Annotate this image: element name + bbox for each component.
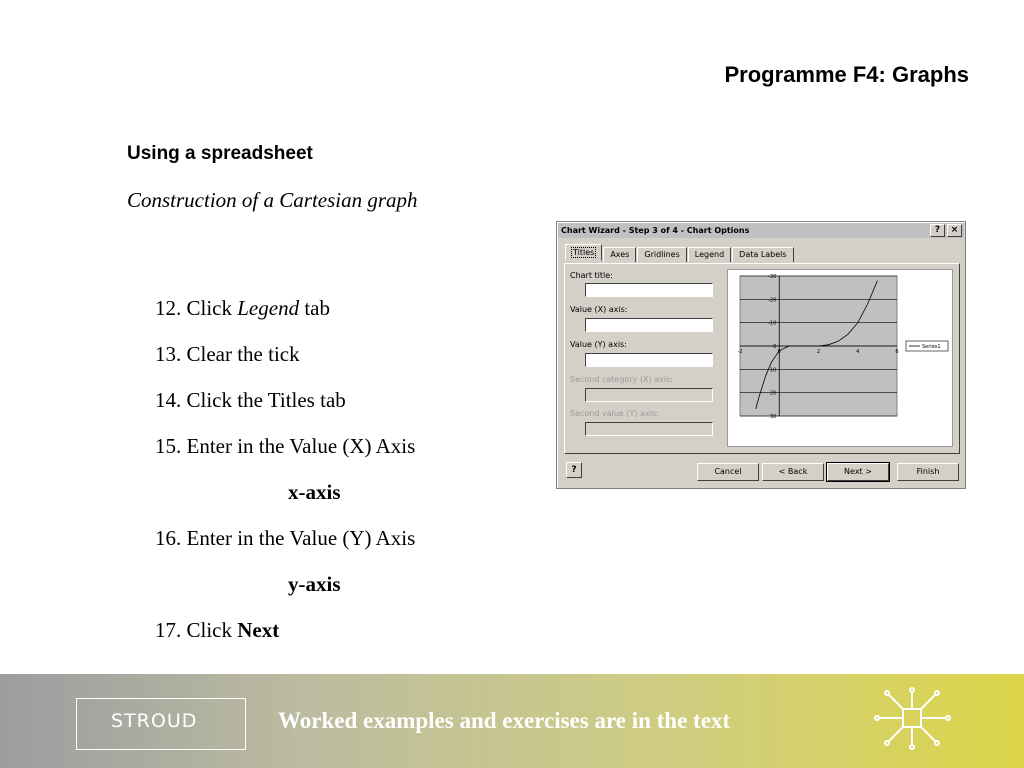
- chart-preview: [727, 269, 953, 447]
- x-tick-label: 0: [777, 349, 781, 355]
- tab-legend[interactable]: Legend: [688, 247, 731, 262]
- value-y-axis-label: Value (Y) axis:: [570, 340, 627, 349]
- dialog-tabs: [565, 247, 795, 262]
- step-13: 13. Clear the tick: [155, 342, 300, 366]
- stroud-logo: STROUD: [76, 698, 246, 750]
- close-icon[interactable]: ×: [947, 224, 962, 237]
- second-value-axis-label: Second value (Y) axis:: [570, 409, 659, 418]
- cancel-button[interactable]: Cancel: [697, 463, 759, 481]
- chart-title-label: Chart title:: [570, 271, 613, 280]
- legend-label: Series1: [922, 344, 941, 350]
- help-icon[interactable]: ?: [930, 224, 945, 237]
- step-15-value: x-axis: [288, 480, 341, 504]
- value-x-axis-label: Value (X) axis:: [570, 305, 628, 314]
- section-heading: Using a spreadsheet: [127, 143, 313, 164]
- tab-gridlines[interactable]: Gridlines: [637, 247, 686, 262]
- step-17-emphasis: Next: [237, 618, 280, 642]
- tab-titles[interactable]: [565, 244, 602, 262]
- wizard-help-button[interactable]: ?: [566, 462, 582, 478]
- dialog-titlebar: [558, 223, 964, 238]
- second-category-axis-input: [585, 388, 713, 402]
- step-12: [155, 293, 415, 339]
- second-value-axis-input: [585, 422, 713, 436]
- section-subheading: Construction of a Cartesian graph: [127, 188, 418, 212]
- step-15: 15. Enter in the Value (X) Axis: [155, 434, 416, 458]
- chart-wizard-dialog: [556, 221, 966, 489]
- step-12-text: 12. Click: [155, 296, 238, 320]
- tab-axes[interactable]: Axes: [603, 247, 636, 262]
- back-button[interactable]: < Back: [762, 463, 824, 481]
- tab-data-labels[interactable]: Data Labels: [732, 247, 793, 262]
- y-tick-label: 20: [769, 390, 777, 397]
- y-tick-label: -10: [768, 320, 777, 327]
- dialog-title: Chart Wizard - Step 3 of 4 - Chart Options: [561, 226, 750, 235]
- next-button[interactable]: Next >: [827, 463, 889, 481]
- step-16-value: y-axis: [288, 572, 341, 596]
- value-x-axis-input[interactable]: [585, 318, 713, 332]
- y-tick-label: 0: [773, 344, 777, 350]
- x-tick-label: 6: [895, 349, 899, 355]
- second-category-axis-label: Second category (X) axis:: [570, 375, 673, 384]
- step-16: 16. Enter in the Value (Y) Axis: [155, 526, 416, 550]
- slide-title: Programme F4: Graphs: [724, 62, 969, 87]
- chart-title-input[interactable]: [585, 283, 713, 297]
- tab-titles-label: Titles: [573, 248, 595, 257]
- finish-button[interactable]: Finish: [897, 463, 959, 481]
- footer-text: Worked examples and exercises are in the text: [278, 708, 731, 733]
- value-y-axis-input[interactable]: [585, 353, 713, 367]
- step-14: 14. Click the Titles tab: [155, 388, 346, 412]
- x-tick-label: 2: [816, 349, 821, 355]
- step-12-suffix: tab: [299, 296, 330, 320]
- chart-preview-plot: [728, 270, 954, 448]
- y-tick-label: -20: [768, 297, 777, 304]
- instruction-steps: [155, 293, 415, 661]
- y-tick-label: 10: [769, 367, 777, 374]
- x-tick-label: -2: [737, 349, 743, 355]
- step-17: [155, 615, 415, 661]
- step-17-text: 17. Click: [155, 618, 238, 642]
- step-12-emphasis: Legend: [237, 296, 300, 320]
- y-tick-label: -30: [768, 274, 777, 280]
- y-tick-label: 30: [769, 414, 777, 420]
- titles-tab-panel: [564, 263, 960, 454]
- x-tick-label: 4: [856, 349, 860, 355]
- circuit-logo-icon: [873, 687, 953, 751]
- footer-band: [0, 674, 1024, 768]
